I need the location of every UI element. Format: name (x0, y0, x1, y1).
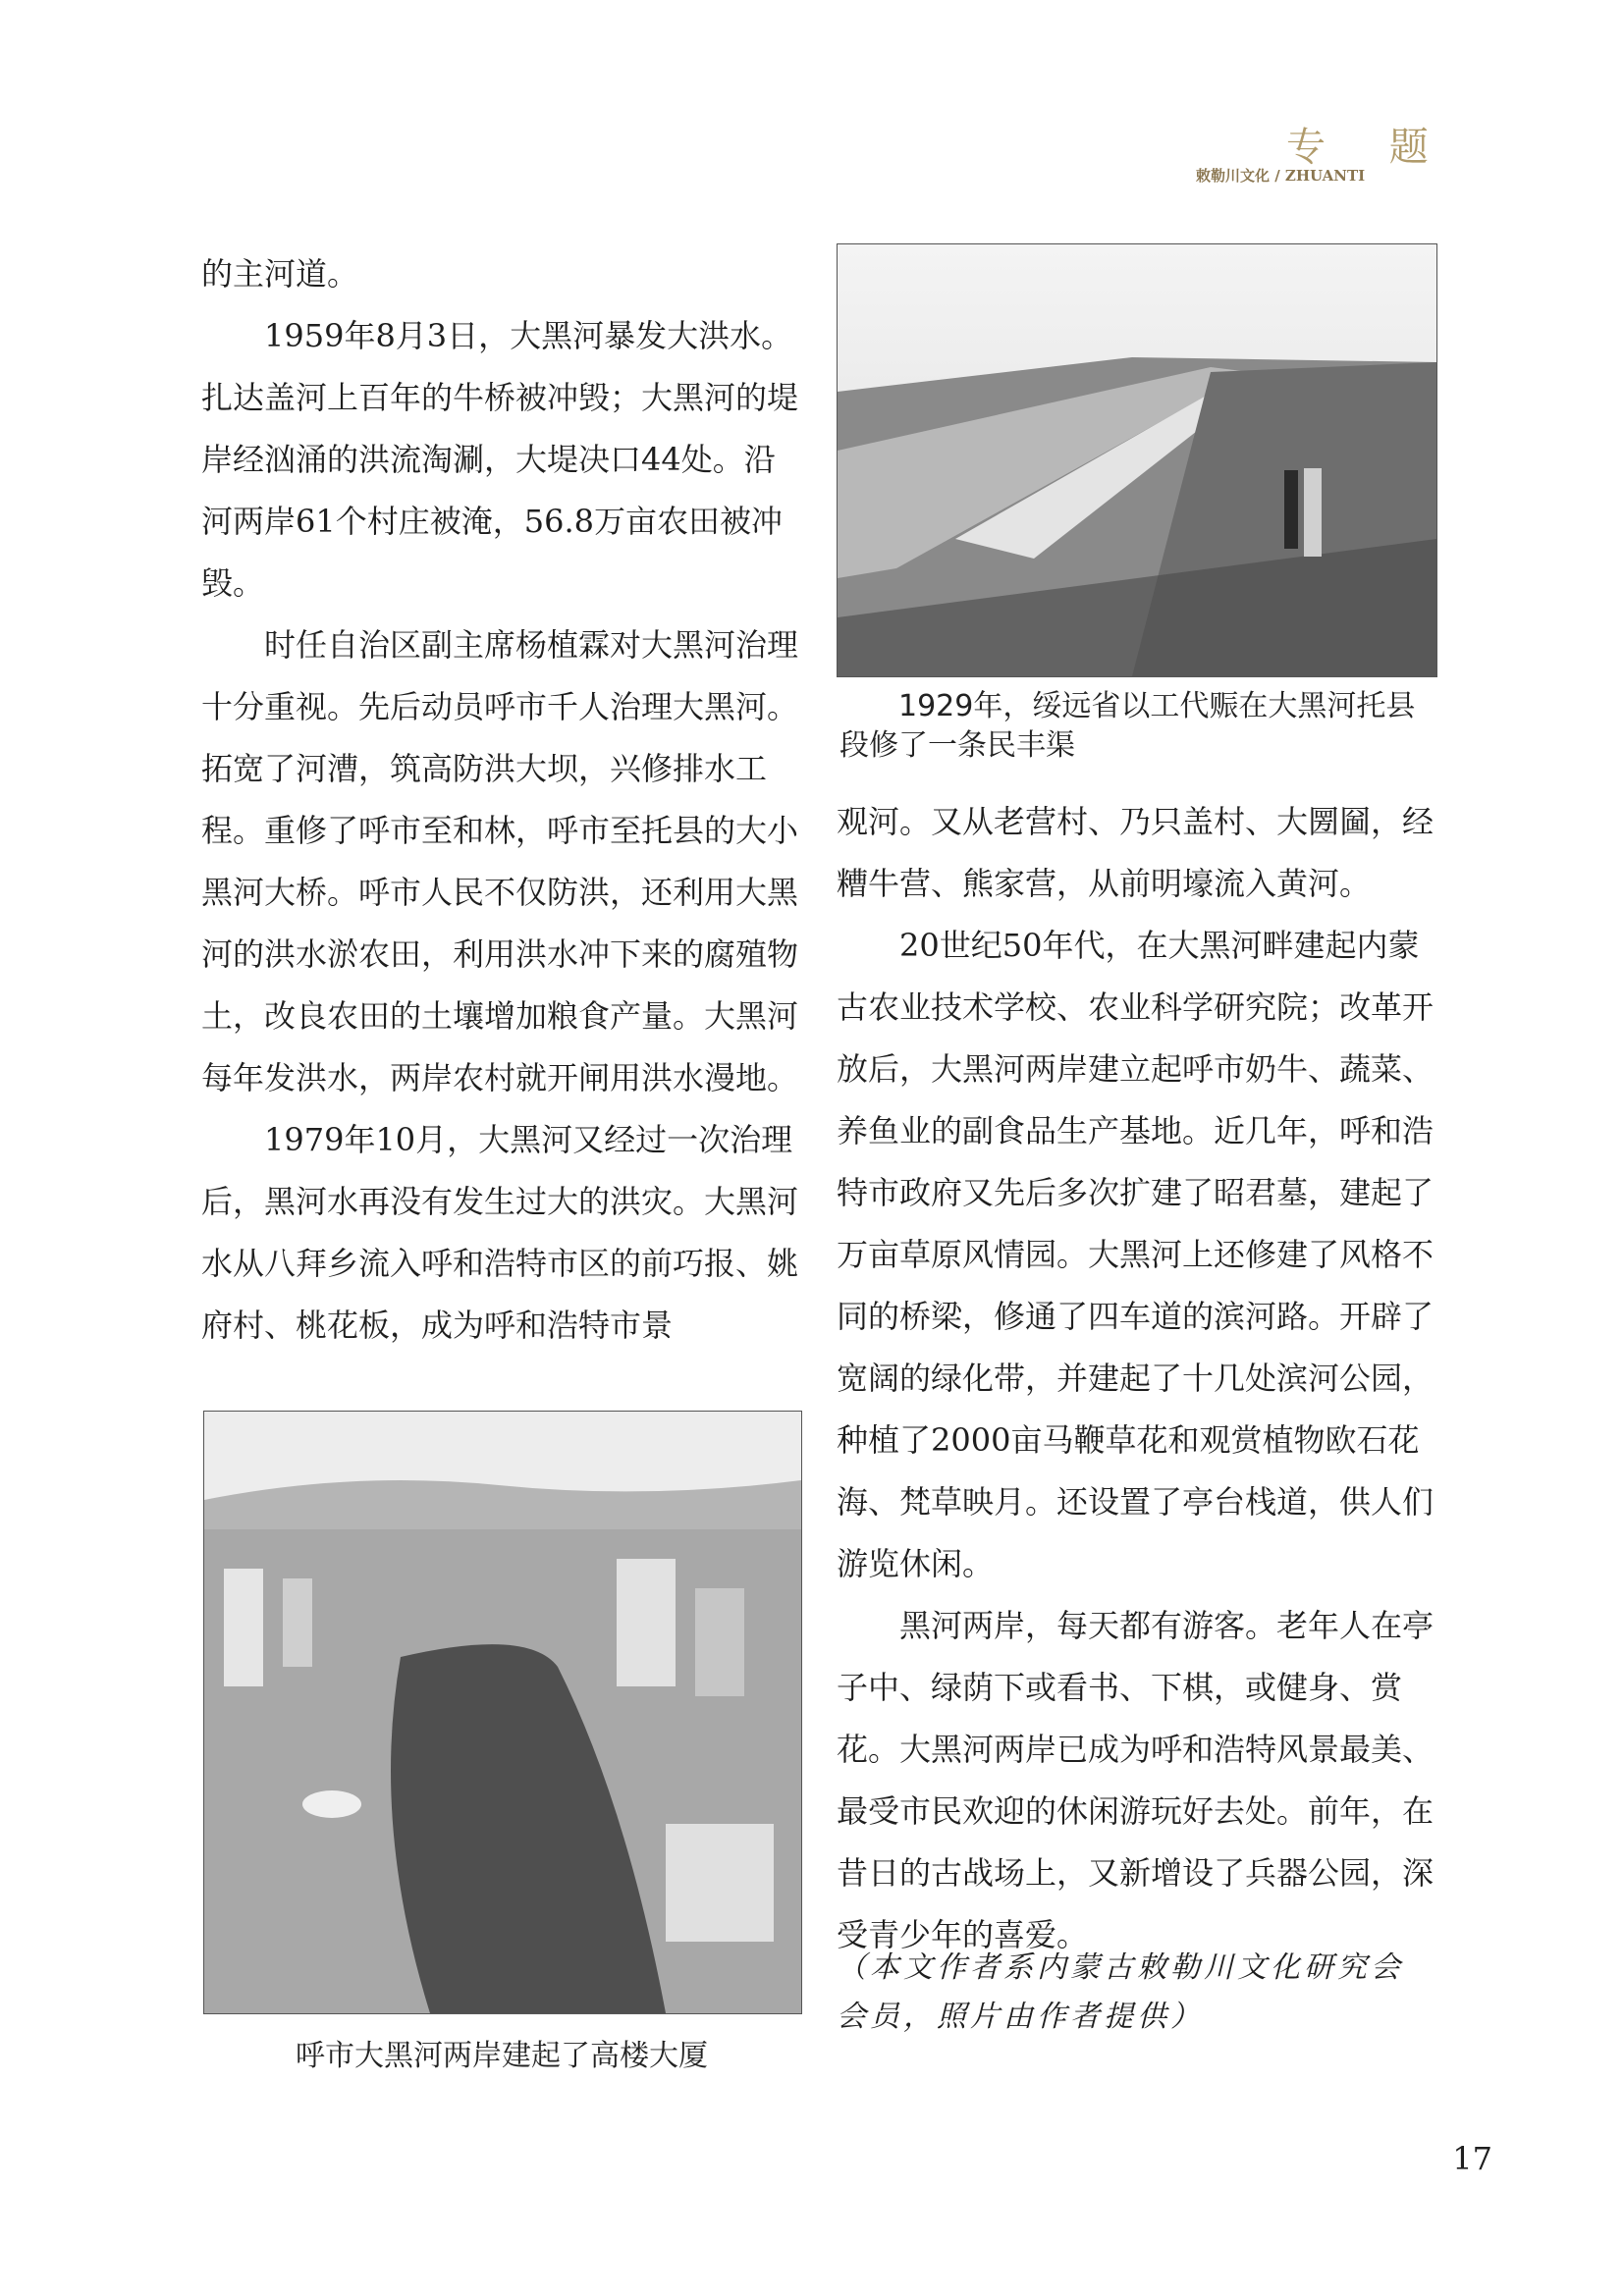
right-column (837, 791, 1435, 1966)
canal-photo-graphic (838, 244, 1436, 676)
historical-canal-photo (837, 243, 1437, 677)
author-note: （本文作者系内蒙古敕勒川文化研究会会员，照片由作者提供） (837, 1950, 1404, 2034)
photo2-caption: 呼市大黑河两岸建起了高楼大厦 (296, 2039, 708, 2073)
paragraph: 时任自治区副主席杨植霖对大黑河治理十分重视。先后动员呼市千人治理大黑河。拓宽了河漕，筑高防洪大坝，兴修排水工程。重修了呼市至和林，呼市至托县的大小黑河大桥。呼市人民不仅防洪，还利用大黑河的洪水淤农田，利用洪水冲下来的腐殖物土，改良农田的土壤增加粮食产量。大黑河每年发洪水，两岸农村就开闸用洪水漫地。 (201, 626, 799, 1096)
paragraph: 观河。又从老营村、乃只盖村、大圐圙，经糟牛营、熊家营，从前明壕流入黄河。 (837, 803, 1435, 902)
city-river-aerial-photo (203, 1411, 802, 2014)
page-number: 17 (1452, 2140, 1492, 2177)
section-title: 专 题 (1286, 125, 1454, 170)
aerial-photo-graphic (204, 1412, 801, 2013)
paragraph: 黑河两岸，每天都有游客。老年人在亭子中、绿荫下或看书、下棋，或健身、赏花。大黑河两岸已成为呼和浩特风景最美、最受市民欢迎的休闲游玩好去处。前年，在昔日的古战场上，又新增设了兵器公园，深受青少年的喜爱。 (837, 1607, 1435, 1953)
paragraph: 1979年10月，大黑河又经过一次治理后，黑河水再没有发生过大的洪灾。大黑河水从八拜乡流入呼和浩特市区的前巧报、姚府村、桃花板，成为呼和浩特市景 (201, 1121, 799, 1344)
paragraph: 的主河道。 (201, 255, 359, 293)
section-subtitle: 敕勒川文化 / ZHUANTI (1196, 167, 1366, 185)
paragraph: 20世纪50年代，在大黑河畔建起内蒙古农业技术学校、农业科学研究院；改革开放后，大黑河两岸建立起呼市奶牛、蔬菜、养鱼业的副食品生产基地。近几年，呼和浩特市政府又先后多次扩建了昭君墓，建起了万亩草原风情园。大黑河上还修建了风格不同的桥梁，修通了四车道的滨河路。开辟了宽阔的绿化带，并建起了十几处滨河公园，种植了2000亩马鞭草花和观赏植物欧石花海、梵草映月。还设置了亭台栈道，供人们游览休闲。 (837, 927, 1435, 1582)
paragraph: 1959年8月3日，大黑河暴发大洪水。扎达盖河上百年的牛桥被冲毁；大黑河的堤岸经汹涌的洪流淘涮，大堤决口44处。沿河两岸61个村庄被淹，56.8万亩农田被冲毁。 (201, 317, 799, 602)
left-column (201, 243, 800, 1357)
photo1-caption: 1929年，绥远省以工代赈在大黑河托县段修了一条民丰渠 (839, 689, 1416, 763)
